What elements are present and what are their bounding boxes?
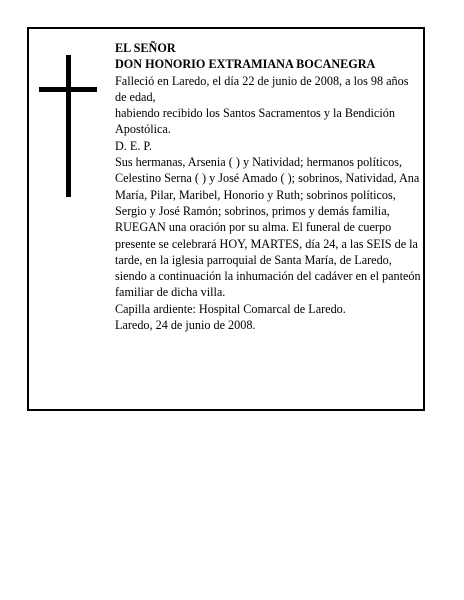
obituary-paragraph-dep: D. E. P. <box>115 138 152 153</box>
obituary-paragraph-date: Laredo, 24 de junio de 2008. <box>115 318 256 333</box>
obituary-notice <box>27 27 425 411</box>
obituary-paragraph-funeral: RUEGAN una oración por su alma. El funeral de cuerpo presente se celebrará HOY, MARTES, día 24, a las SEIS de la tarde, en la iglesia parroquial de Santa María, de Laredo, siendo a continuación la inhumación del cadáver en el panteón familiar de dicha villa. <box>115 220 421 300</box>
obituary-text <box>115 40 421 333</box>
latin-cross-icon <box>39 55 97 197</box>
cross-vertical-bar <box>66 55 71 197</box>
obituary-paragraph-family: Sus hermanas, Arsenia ( ) y Natividad; hermanos políticos, Celestino Serna ( ) y José Amado ( ); sobrinos, Natividad, Ana María, Pilar, Maribel, Honorio y Ruth; sobrinos políticos, Sergio y José Ramón; sobrinos, primos y demás familia, <box>115 155 420 218</box>
obituary-paragraph-sacraments: habiendo recibido los Santos Sacramentos y la Bendición Apostólica. <box>115 106 395 137</box>
obituary-paragraph-chapel: Capilla ardiente: Hospital Comarcal de Laredo. <box>115 301 346 316</box>
obituary-title-line2: DON HONORIO EXTRAMIANA BOCANEGRA <box>115 57 376 72</box>
cross-horizontal-bar <box>39 87 97 92</box>
obituary-title-line1: EL SEÑOR <box>115 41 176 55</box>
obituary-paragraph-death: Falleció en Laredo, el día 22 de junio de 2008, a los 98 años de edad, <box>115 73 409 104</box>
